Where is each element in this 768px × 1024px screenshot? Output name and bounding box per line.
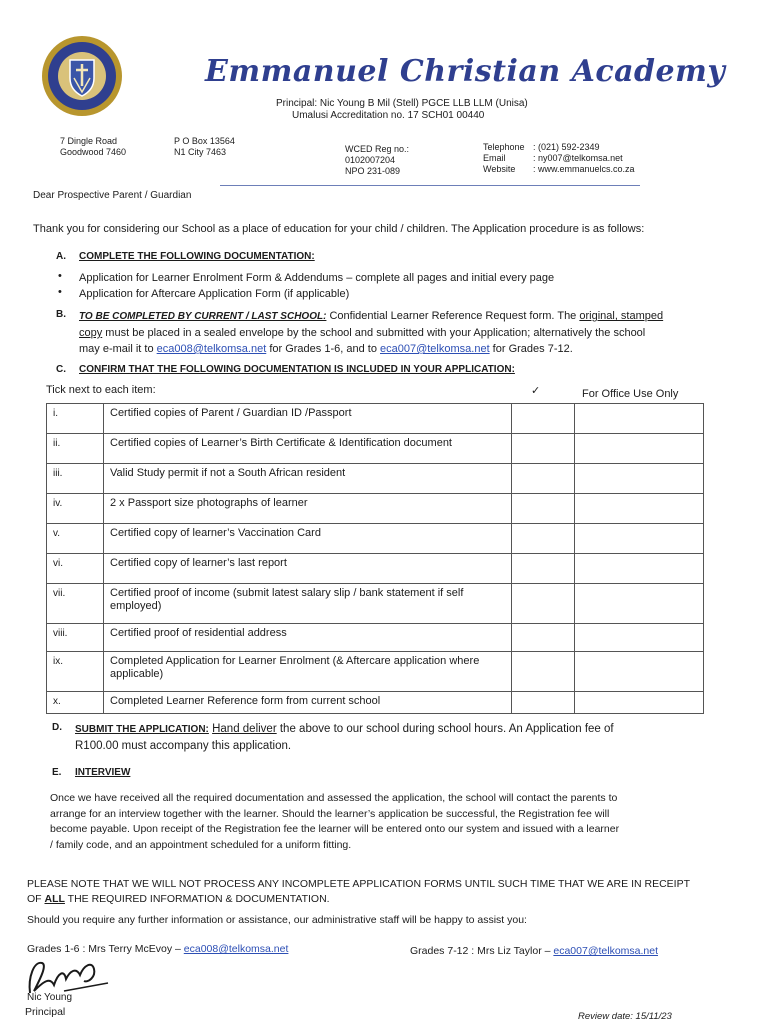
checklist-row: [47, 554, 704, 584]
section-b-text: [79, 308, 709, 357]
checklist-item-text: Certified proof of income (submit latest salary slip / bank statement if self employed): [104, 584, 512, 624]
junior-email-link[interactable]: eca008@telkomsa.net: [156, 343, 267, 355]
interview-line-1: Once we have received all the required documentation and assessed the application, the school will contact the parents to: [50, 792, 618, 804]
checklist-row: [47, 652, 704, 692]
section-b-text-5: for Grades 7-12.: [489, 343, 573, 355]
assist-text: Should you require any further information or assistance, our administrative staff will be happy to assist you:: [27, 914, 527, 926]
checklist-office-box[interactable]: [575, 464, 704, 494]
bullet-dot-icon: •: [58, 270, 62, 282]
address-line-2: Goodwood 7460: [60, 147, 127, 157]
checklist-item-text: Valid Study permit if not a South African resident: [104, 464, 512, 494]
greeting: Dear Prospective Parent / Guardian: [33, 190, 192, 201]
hand-deliver-text: Hand deliver: [212, 723, 277, 735]
checklist-office-box[interactable]: [575, 404, 704, 434]
checklist-tick-box[interactable]: [512, 554, 575, 584]
section-b-text-3: may e-mail it to: [79, 343, 157, 355]
registration-numbers: [345, 144, 409, 177]
contact-details: [483, 142, 635, 175]
principal-line: Principal: Nic Young B Mil (Stell) PGCE LLB LLM (Unisa): [276, 98, 528, 109]
checklist-tick-box[interactable]: [512, 524, 575, 554]
checklist-item-number: vii.: [47, 584, 104, 624]
checklist-item-number: i.: [47, 404, 104, 434]
tick-instruction: Tick next to each item:: [46, 384, 156, 396]
checklist-item-text: Certified proof of residential address: [104, 624, 512, 652]
checklist-item-text: Completed Application for Learner Enrolment (& Aftercare application where applicable): [104, 652, 512, 692]
pobox-line-1: P O Box 13564: [174, 136, 235, 146]
interview-line-3: become payable. Upon receipt of the Registration fee the learner will be entered onto our system and issued with a learner: [50, 823, 620, 835]
checklist-tick-box[interactable]: [512, 624, 575, 652]
checklist-office-box[interactable]: [575, 652, 704, 692]
checklist-row: [47, 524, 704, 554]
junior-contact-label: Grades 1-6 : Mrs Terry McEvoy –: [27, 943, 184, 955]
section-a-heading: COMPLETE THE FOLLOWING DOCUMENTATION:: [79, 251, 315, 262]
senior-email-link[interactable]: eca007@telkomsa.net: [380, 343, 490, 355]
office-use-label: For Office Use Only: [582, 388, 679, 400]
checklist-item-text: Certified copies of Parent / Guardian ID /Passport: [104, 404, 512, 434]
section-b-text-1: Confidential Learner Reference Request form. The: [326, 310, 580, 322]
postal-address: [174, 136, 235, 158]
section-b-text-4: for Grades 1-6, and to: [266, 343, 380, 355]
telephone-label: Telephone: [483, 142, 525, 152]
review-date: Review date: 15/11/23: [578, 1011, 672, 1022]
school-name: Emmanuel Christian Academy: [205, 54, 726, 89]
checklist-item-number: v.: [47, 524, 104, 554]
checklist-office-box[interactable]: [575, 624, 704, 652]
section-b-heading: TO BE COMPLETED BY CURRENT / LAST SCHOOL:: [79, 311, 327, 322]
checklist-item-text: Certified copy of learner’s Vaccination Card: [104, 524, 512, 554]
checklist-office-box[interactable]: [575, 494, 704, 524]
senior-contact-label: Grades 7-12 : Mrs Liz Taylor –: [410, 945, 554, 957]
email-label: Email: [483, 153, 506, 163]
section-c-heading: CONFIRM THAT THE FOLLOWING DOCUMENTATION IS INCLUDED IN YOUR APPLICATION:: [79, 364, 515, 375]
documentation-checklist: [46, 403, 704, 714]
checklist-tick-box[interactable]: [512, 692, 575, 714]
checklist-row: [47, 584, 704, 624]
checklist-item-number: viii.: [47, 624, 104, 652]
section-a-bullet-1: Application for Learner Enrolment Form & Addendums – complete all pages and initial every page: [79, 272, 555, 284]
school-crest-icon: [40, 34, 124, 118]
checklist-row: [47, 404, 704, 434]
section-b-copy: copy: [79, 327, 103, 339]
section-d-text-2: R100.00 must accompany this application.: [75, 740, 292, 752]
accreditation-line: Umalusi Accreditation no. 17 SCH01 00440: [292, 110, 485, 121]
section-b-text-2: must be placed in a sealed envelope by the school and submitted with your Application; alternatively the school: [102, 327, 646, 339]
checklist-office-box[interactable]: [575, 692, 704, 714]
npo-number: NPO 231-089: [345, 166, 401, 176]
checklist-item-text: Certified copies of Learner’s Birth Certificate & Identification document: [104, 434, 512, 464]
checklist-tick-box[interactable]: [512, 434, 575, 464]
checklist-tick-box[interactable]: [512, 404, 575, 434]
website-value[interactable]: : www.emmanuelcs.co.za: [533, 164, 635, 174]
checklist-item-number: ix.: [47, 652, 104, 692]
section-b-original: original, stamped: [579, 310, 664, 322]
tick-mark-icon: ✓: [531, 385, 541, 397]
section-d-text-1: the above to our school during school hours. An Application fee of: [276, 723, 614, 735]
checklist-item-number: iii.: [47, 464, 104, 494]
checklist-item-text: Completed Learner Reference form from current school: [104, 692, 512, 714]
checklist-tick-box[interactable]: [512, 652, 575, 692]
senior-contact: [410, 945, 658, 957]
checklist-office-box[interactable]: [575, 584, 704, 624]
checklist-item-number: x.: [47, 692, 104, 714]
senior-contact-email-link[interactable]: eca007@telkomsa.net: [553, 945, 659, 957]
street-address: [60, 136, 126, 158]
section-c-letter: C.: [56, 364, 66, 375]
section-e-heading: INTERVIEW: [75, 767, 131, 778]
interview-line-2: arrange for an interview together with the learner. Should the learner’s application be successful, the Registration fee will: [50, 807, 610, 820]
wced-label: WCED Reg no.:: [345, 144, 410, 154]
section-a-letter: A.: [56, 251, 66, 262]
section-e-letter: E.: [52, 767, 62, 778]
section-d-text: [75, 721, 715, 755]
checklist-tick-box[interactable]: [512, 464, 575, 494]
address-line-1: 7 Dingle Road: [60, 136, 118, 146]
section-b-letter: B.: [56, 309, 66, 320]
interview-paragraph: [50, 791, 619, 853]
incomplete-notice: [27, 877, 690, 907]
interview-line-4: / family code, and an appointment scheduled for a uniform fitting.: [50, 838, 352, 851]
notice-all: ALL: [44, 893, 65, 905]
checklist-item-number: ii.: [47, 434, 104, 464]
junior-contact-email-link[interactable]: eca008@telkomsa.net: [183, 943, 289, 955]
checklist-office-box[interactable]: [575, 524, 704, 554]
pobox-line-2: N1 City 7463: [174, 147, 227, 157]
notice-line-2b: THE REQUIRED INFORMATION & DOCUMENTATION.: [64, 893, 330, 905]
wced-number: 0102007204: [345, 155, 396, 165]
checklist-item-number: iv.: [47, 494, 104, 524]
section-a-bullet-2: Application for Aftercare Application Form (if applicable): [79, 288, 350, 300]
checklist-row: [47, 692, 704, 714]
section-d-heading: SUBMIT THE APPLICATION:: [75, 724, 209, 735]
section-d-letter: D.: [52, 722, 62, 733]
checklist-office-box[interactable]: [575, 554, 704, 584]
principal-name: Nic Young: [27, 992, 73, 1003]
checklist-office-box[interactable]: [575, 434, 704, 464]
intro-text: Thank you for considering our School as a place of education for your child / children. The Application procedure is as follows:: [33, 223, 645, 235]
telephone-value: : (021) 592-2349: [533, 142, 600, 152]
email-value[interactable]: : ny007@telkomsa.net: [533, 153, 623, 163]
checklist-row: [47, 494, 704, 524]
checklist-tick-box[interactable]: [512, 494, 575, 524]
notice-line-1: PLEASE NOTE THAT WE WILL NOT PROCESS ANY INCOMPLETE APPLICATION FORMS UNTIL SUCH TIME THAT WE ARE IN RECEIPT: [27, 878, 690, 890]
header-divider: [220, 185, 640, 186]
checklist-row: [47, 624, 704, 652]
website-label: Website: [483, 164, 516, 174]
bullet-dot-icon: •: [58, 286, 62, 298]
checklist-tick-box[interactable]: [512, 584, 575, 624]
checklist-row: [47, 434, 704, 464]
principal-title: Principal: [25, 1006, 66, 1018]
checklist-item-text: 2 x Passport size photographs of learner: [104, 494, 512, 524]
checklist-item-text: Certified copy of learner’s last report: [104, 554, 512, 584]
notice-line-2a: OF: [27, 893, 45, 905]
checklist-item-number: vi.: [47, 554, 104, 584]
checklist-row: [47, 464, 704, 494]
